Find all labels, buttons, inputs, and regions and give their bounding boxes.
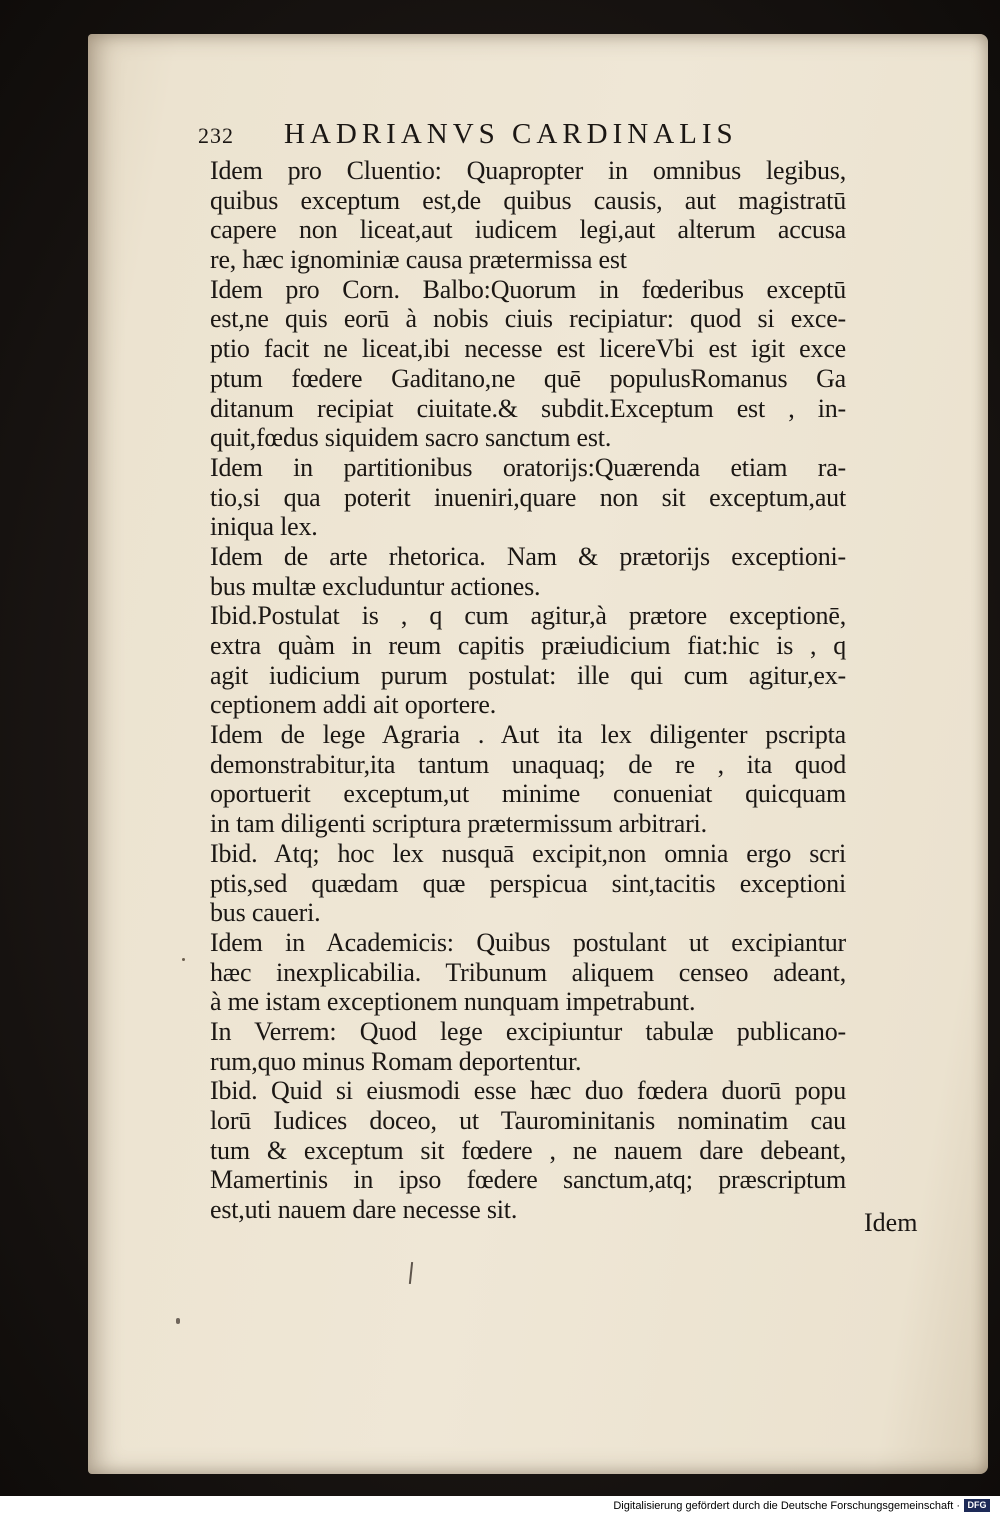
digitization-credit: Digitalisierung gefördert durch die Deutsche Forschungsgemeinschaft · <box>613 1500 960 1512</box>
text-line: bus multæ excluduntur actiones. <box>210 571 541 601</box>
text-line: Ibid.Postulat is , q cum agitur,à prætore exceptionē, <box>210 601 846 631</box>
text-line: ptis,sed quædam quæ perspicua sint,tacitis exceptioni <box>210 868 846 898</box>
text-line: capere non liceat,aut iudicem legi,aut alterum accusa <box>210 215 846 245</box>
text-line: Idem de arte rhetorica. Nam & prætorijs exceptioni- <box>210 541 846 571</box>
page-text <box>198 118 930 1225</box>
text-line: Ibid. Atq; hoc lex nusquā excipit,non omnia ergo scri <box>210 838 846 868</box>
text-line: ptum fœdere Gaditano,ne quē populusRomanus Ga <box>210 363 846 393</box>
page-number: 232 <box>198 123 234 148</box>
text-line: Idem in partitionibus oratorijs:Quærenda etiam ra- <box>210 452 846 482</box>
paragraph <box>210 156 930 275</box>
text-line: oportuerit exceptum,ut minime conueniat quicquam <box>210 779 846 809</box>
text-line: Idem pro Cluentio: Quapropter in omnibus legibus, <box>210 156 846 185</box>
text-line: est,uti nauem dare necesse sit. <box>210 1195 518 1225</box>
text-line: Idem de lege Agraria . Aut ita lex diligenter pscripta <box>210 720 846 750</box>
text-line: est,ne quis eorū à nobis ciuis recipiatur: quod si exce- <box>210 304 846 334</box>
text-line: quibus exceptum est,de quibus causis, aut magistratū <box>210 185 846 215</box>
text-line: quit,fœdus siquidem sacro sanctum est. <box>210 423 612 453</box>
text-line: Mamertinis in ipso fœdere sanctum,atq; præscriptum <box>210 1165 846 1195</box>
dfg-logo: DFG <box>964 1499 990 1512</box>
paragraph <box>210 1017 930 1076</box>
text-line: hæc inexplicabilia. Tribunum aliquem censeo adeant, <box>210 957 846 987</box>
text-line: ditanum recipiat ciuitate.& subdit.Exceptum est , in- <box>210 393 846 423</box>
ink-speck <box>182 958 185 961</box>
text-line: demonstrabitur,ita tantum unaquaq; de re , ita quod <box>210 749 846 779</box>
paragraph <box>210 453 930 542</box>
text-line: in tam diligenti scriptura prætermissum arbitrari. <box>210 809 707 839</box>
ink-speck <box>176 1318 180 1324</box>
paragraph <box>210 275 930 453</box>
paragraph <box>210 720 930 839</box>
text-line: ceptionem addi ait oportere. <box>210 690 497 720</box>
text-line: agit iudicium purum postulat: ille qui cum agitur,ex- <box>210 660 846 690</box>
catchword: Idem <box>864 1208 918 1237</box>
paragraph <box>210 928 930 1017</box>
text-line: rum,quo minus Romam deportentur. <box>210 1046 582 1076</box>
paragraph <box>210 601 930 720</box>
text-line: In Verrem: Quod lege excipiuntur tabulæ publicano- <box>210 1016 846 1046</box>
running-head <box>198 118 930 156</box>
text-line: extra quàm in reum capitis præiudicium fiat:hic is , q <box>210 631 846 660</box>
text-line: lorū Iudices doceo, ut Taurominitanis nominatim cau <box>210 1106 846 1135</box>
text-line: re, hæc ignominiæ causa prætermissa est <box>210 245 627 275</box>
text-line: Ibid. Quid si eiusmodi esse hæc duo fœdera duorū popu <box>210 1076 846 1106</box>
paragraph <box>210 839 930 928</box>
text-line: Idem in Academicis: Quibus postulant ut excipiantur <box>210 927 846 957</box>
text-line: bus caueri. <box>210 898 321 928</box>
text-line: tio,si qua poterit inueniri,quare non sit exceptum,aut <box>210 482 846 512</box>
text-line: iniqua lex. <box>210 512 318 542</box>
text-line: Idem pro Corn. Balbo:Quorum in fœderibus exceptū <box>210 274 846 304</box>
body-text <box>210 156 930 1225</box>
paragraph <box>210 1076 930 1224</box>
text-line: à me istam exceptionem nunquam impetrabunt. <box>210 987 696 1017</box>
running-title: HADRIANVS CARDINALIS <box>284 118 738 150</box>
paragraph <box>210 542 930 601</box>
text-line: tum & exceptum sit fœdere , ne nauem dare debeant, <box>210 1135 846 1165</box>
text-line: ptio facit ne liceat,ibi necesse est licereVbi est igit exce <box>210 334 846 364</box>
